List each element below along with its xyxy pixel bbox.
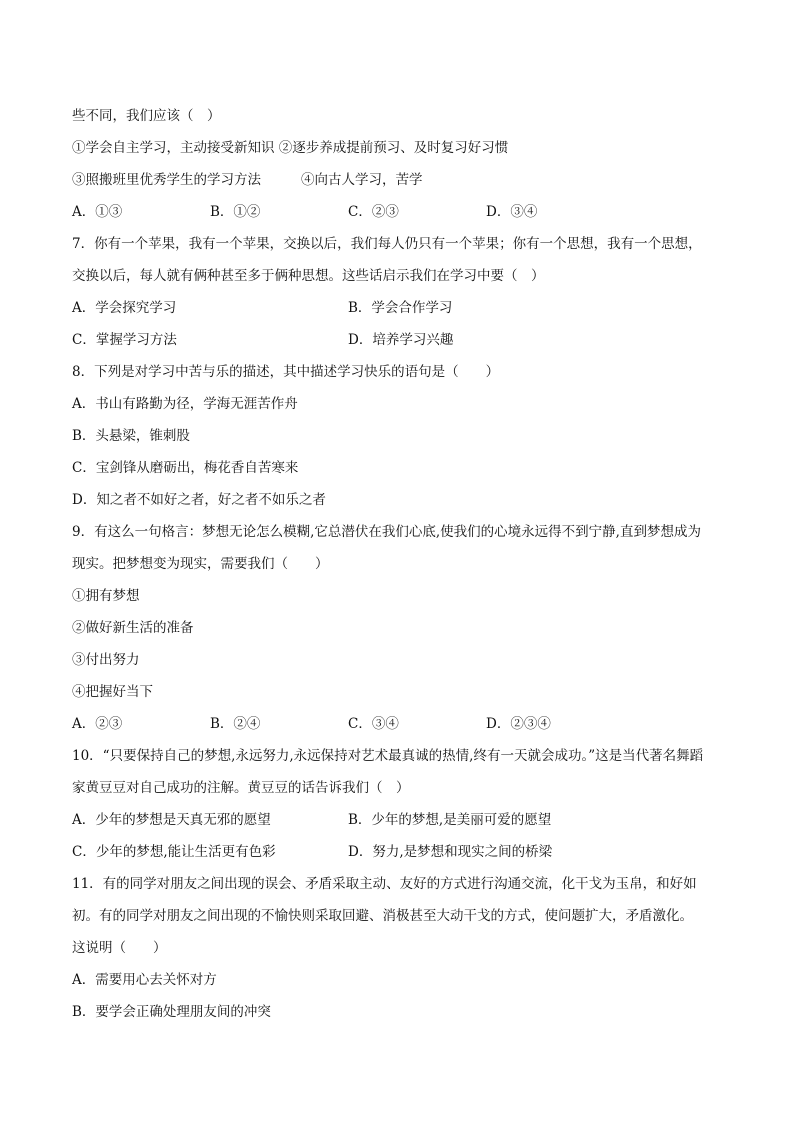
q11-stem-line-2: 初。有的同学对朋友之间出现的不愉快则采取回避、消极甚至大动干戈的方式，使问题扩大，矛盾激化。 (72, 908, 693, 924)
q9-item-4: ④把握好当下 (72, 684, 153, 700)
q11-choice-b[interactable]: B．要学会正确处理朋友间的冲突 (72, 1004, 271, 1020)
q7-choice-c[interactable]: C．掌握学习方法 (72, 332, 177, 348)
q10-choice-a[interactable]: A．少年的梦想是天真无邪的愿望 (72, 812, 271, 828)
q6-choice-a[interactable]: A．①③ (72, 204, 123, 220)
q9-stem-line-1: 9．有这么一句格言：梦想无论怎么模糊,它总潜伏在我们心底,使我们的心境永远得不到宁静,直到梦想成为 (72, 524, 701, 540)
q10-choices-row-1 (72, 804, 727, 836)
q8-stem: 8．下列是对学习中苦与乐的描述，其中描述学习快乐的语句是（ ） (72, 364, 500, 380)
q10-stem-line-1: 10．“只要保持自己的梦想,永远努力,永远保持对艺术最真诚的热情,终有一天就会成功。”这是当代著名舞蹈 (72, 748, 704, 764)
q6-choice-d[interactable]: D．③④ (486, 204, 538, 220)
q6-choices (72, 196, 727, 228)
q10-choice-d[interactable]: D．努力,是梦想和现实之间的桥梁 (348, 844, 553, 860)
q7-choice-a[interactable]: A．学会探究学习 (72, 300, 177, 316)
q6-choice-c[interactable]: C．②③ (348, 204, 399, 220)
q10-stem-line-2: 家黄豆豆对自己成功的注解。黄豆豆的话告诉我们（ ） (72, 780, 410, 796)
q6-statement-1-2: ①学会自主学习，主动接受新知识 ②逐步养成提前预习、及时复习好习惯 (72, 140, 509, 156)
q7-stem-line-1: 7．你有一个苹果，我有一个苹果，交换以后，我们每人仍只有一个苹果；你有一个思想，我有一个思想， (72, 236, 702, 252)
q10-choice-c[interactable]: C．少年的梦想,能让生活更有色彩 (72, 844, 276, 860)
q8-choice-c[interactable]: C．宝剑锋从磨砺出，梅花香自苦寒来 (72, 460, 299, 476)
q8-choice-a[interactable]: A．书山有路勤为径，学海无涯苦作舟 (72, 396, 298, 412)
q8-choice-b[interactable]: B．头悬梁，锥刺股 (72, 428, 190, 444)
q9-item-1: ①拥有梦想 (72, 588, 140, 604)
q9-choices (72, 708, 727, 740)
q7-choices-row-2 (72, 324, 727, 356)
q7-choice-d[interactable]: D．培养学习兴趣 (348, 332, 454, 348)
q6-choice-b[interactable]: B．①② (210, 204, 261, 220)
q7-stem-line-2: 交换以后，每人就有俩种甚至多于俩种思想。这些话启示我们在学习中要（ ） (72, 268, 545, 284)
q9-item-2: ②做好新生活的准备 (72, 620, 194, 636)
q8-choice-d[interactable]: D．知之者不如好之者，好之者不如乐之者 (72, 492, 326, 508)
exam-page (72, 100, 727, 1028)
q9-choice-c[interactable]: C．③④ (348, 716, 399, 732)
q9-choice-d[interactable]: D．②③④ (486, 716, 551, 732)
q10-choices-row-2 (72, 836, 727, 868)
q11-choice-a[interactable]: A．需要用心去关怀对方 (72, 972, 217, 988)
q6-stem: 些不同，我们应该（ ） (72, 108, 221, 124)
q6-statement-3-4 (72, 164, 727, 196)
q9-choice-b[interactable]: B．②④ (210, 716, 261, 732)
q7-choices-row-1 (72, 292, 727, 324)
q11-stem-line-1: 11．有的同学对朋友之间出现的误会、矛盾采取主动、友好的方式进行沟通交流，化干戈为玉帛，和好如 (72, 876, 697, 892)
q6-statement-3: ③照搬班里优秀学生的学习方法 (72, 172, 261, 188)
q9-choice-a[interactable]: A．②③ (72, 716, 123, 732)
q9-stem-line-2: 现实。把梦想变为现实，需要我们（ ） (72, 556, 329, 572)
q7-choice-b[interactable]: B．学会合作学习 (348, 300, 453, 316)
q11-stem-line-3: 这说明（ ） (72, 940, 167, 956)
q6-statement-4: ④向古人学习，苦学 (301, 172, 423, 188)
q9-item-3: ③付出努力 (72, 652, 140, 668)
q10-choice-b[interactable]: B．少年的梦想,是美丽可爱的愿望 (348, 812, 552, 828)
